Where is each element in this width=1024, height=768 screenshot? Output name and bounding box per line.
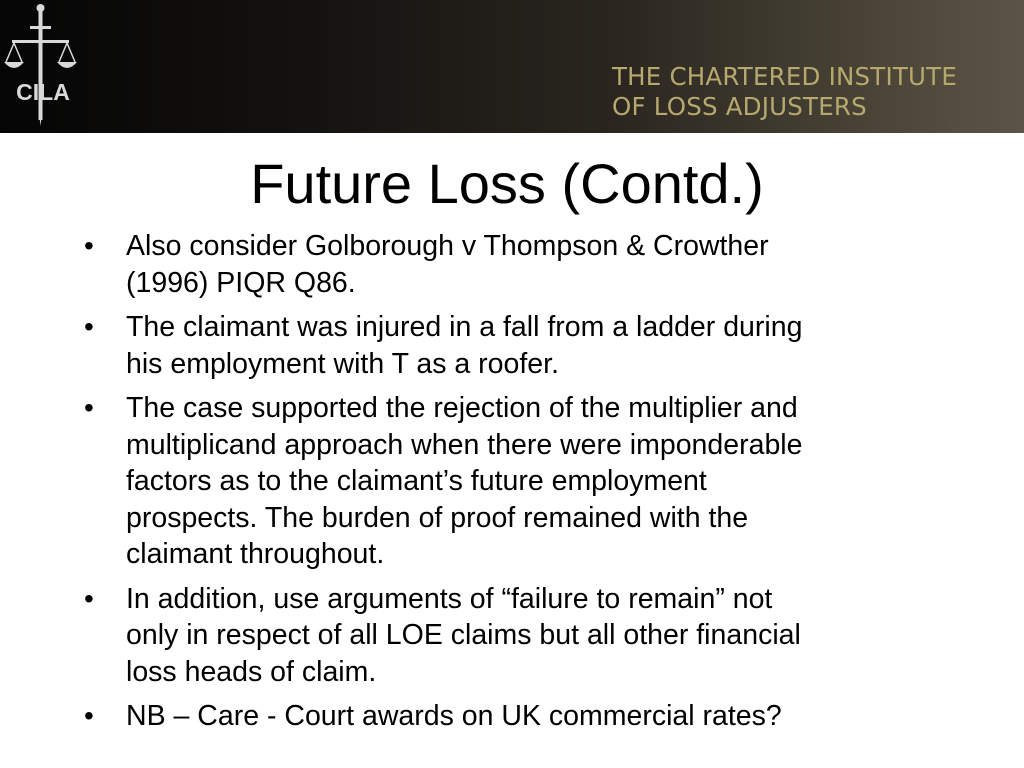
bullet-text: The case supported the rejection of the multiplier and multiplicand approach when there were imponderable factors as to the claimant’s future employment prospects. The burden of proof remained with the claimant throughout. bbox=[126, 392, 803, 570]
bullet-item-2 bbox=[84, 309, 964, 382]
slide-title: Future Loss (Contd.) bbox=[250, 152, 764, 215]
bullet-marker: • bbox=[84, 700, 94, 731]
bullet-item-5 bbox=[84, 698, 964, 735]
org-name-line-1: THE CHARTERED INSTITUTE bbox=[612, 62, 958, 91]
bullet-marker: • bbox=[84, 392, 94, 423]
bullet-marker: • bbox=[84, 582, 94, 614]
bullet-item-3 bbox=[84, 390, 964, 573]
bullet-item-4 bbox=[84, 581, 964, 691]
org-name-line-2: OF LOSS ADJUSTERS bbox=[612, 92, 867, 121]
cila-logo bbox=[0, 0, 82, 133]
scales-of-justice-icon bbox=[0, 0, 82, 133]
bullet-marker: • bbox=[84, 311, 94, 342]
bullet-text: NB – Care - Court awards on UK commercial rates? bbox=[126, 700, 782, 732]
bullet-text: The claimant was injured in a fall from a ladder during his employment with T as a roofer. bbox=[126, 311, 803, 380]
bullet-item-1 bbox=[84, 228, 964, 301]
bullet-text: Also consider Golborough v Thompson & Crowther (1996) PIQR Q86. bbox=[126, 230, 769, 299]
bullet-text: In addition, use arguments of “failure to remain” not only in respect of all LOE claims but all other financial loss heads of claim. bbox=[126, 582, 801, 688]
organization-name bbox=[612, 62, 1012, 122]
logo-text: CILA bbox=[16, 79, 70, 105]
header-banner bbox=[0, 0, 1024, 133]
bullet-list bbox=[84, 228, 964, 743]
bullet-marker: • bbox=[84, 230, 94, 261]
